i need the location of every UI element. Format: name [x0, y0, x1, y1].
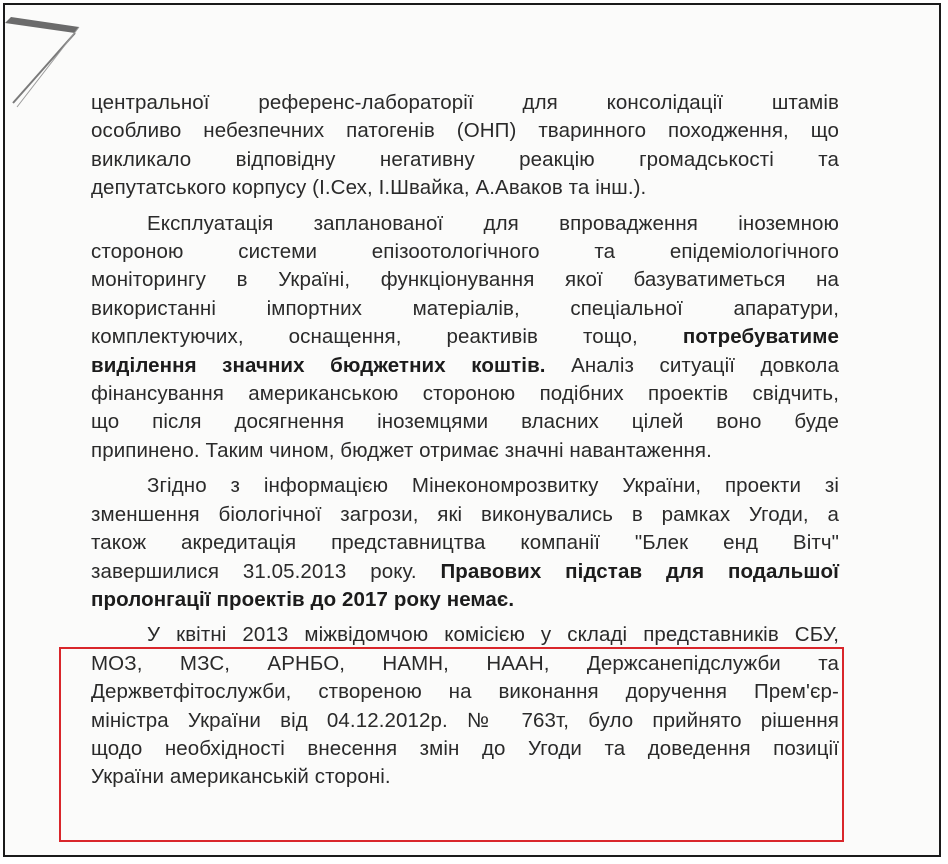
text-line [91, 558, 839, 586]
scan-corner-mark [5, 5, 95, 115]
text-fragment: Аналіз ситуації довкола [571, 353, 839, 377]
bold-fragment: Правових підстав для подальшої [440, 559, 839, 583]
text-line: припинено. Таким чином, бюджет отримає значні навантаження. [91, 438, 712, 462]
text-line: України американській стороні. [91, 765, 391, 789]
text-line: Держветфітослужби, створеною на виконання доручення Прем'єр- [91, 680, 839, 704]
text-fragment: комплектуючих, оснащення, реактивів тощо, [91, 325, 638, 349]
text-line: Експлуатація запланованої для впровадження іноземною [147, 211, 839, 235]
text-line: зменшення біологічної загрози, які виконувались в рамках Угоди, а [91, 502, 839, 526]
bold-fragment: потребуватиме [682, 325, 839, 349]
highlight-box [59, 647, 844, 842]
text-line [91, 323, 839, 351]
text-line: міністра України від 04.12.2012р. № 763т, було прийнято рішення [91, 708, 839, 732]
bold-fragment: пролонгації проектів до 2017 року немає. [91, 587, 515, 611]
text-line: використанні імпортних матеріалів, спеціальної апаратури, [91, 296, 839, 320]
text-line: депутатського корпусу (І.Сех, І.Швайка, А.Аваков та інш.). [91, 176, 647, 200]
text-line: що після досягнення іноземцями власних цілей воно буде [91, 410, 839, 434]
text-line: викликало відповідну негативну реакцію громадськості та [91, 147, 839, 171]
text-line [91, 586, 839, 614]
text-line: центральної референс-лабораторії для консолідації штамів [91, 91, 839, 114]
text-line: моніторингу в Україні, функціонування якої базуватиметься на [91, 268, 839, 292]
text-line [91, 352, 839, 380]
text-fragment: завершилися 31.05.2013 року. [91, 559, 417, 583]
paragraph-2 [91, 210, 839, 466]
text-line: щодо необхідності внесення змін до Угоди та доведення позиції [91, 736, 839, 760]
text-line: фінансування американською стороною подібних проектів свідчить, [91, 382, 839, 406]
text-line: стороною системи епізоотологічного та епідеміологічного [91, 240, 839, 264]
text-line: також акредитація представництва компанії "Блек енд Вітч" [91, 531, 839, 555]
bold-fragment: виділення значних бюджетних коштів. [91, 353, 546, 377]
paragraph-3 [91, 472, 839, 614]
text-line: МОЗ, МЗС, АРНБО, НАМН, НААН, Держсанепідслужби та [91, 651, 839, 675]
paragraph-1 [91, 89, 839, 203]
text-line: У квітні 2013 міжвідомчою комісією у складі представників СБУ, [147, 623, 839, 647]
text-line: Згідно з інформацією Мінекономрозвитку України, проекти зі [147, 474, 839, 498]
text-line: особливо небезпечних патогенів (ОНП) тваринного походження, що [91, 119, 839, 143]
